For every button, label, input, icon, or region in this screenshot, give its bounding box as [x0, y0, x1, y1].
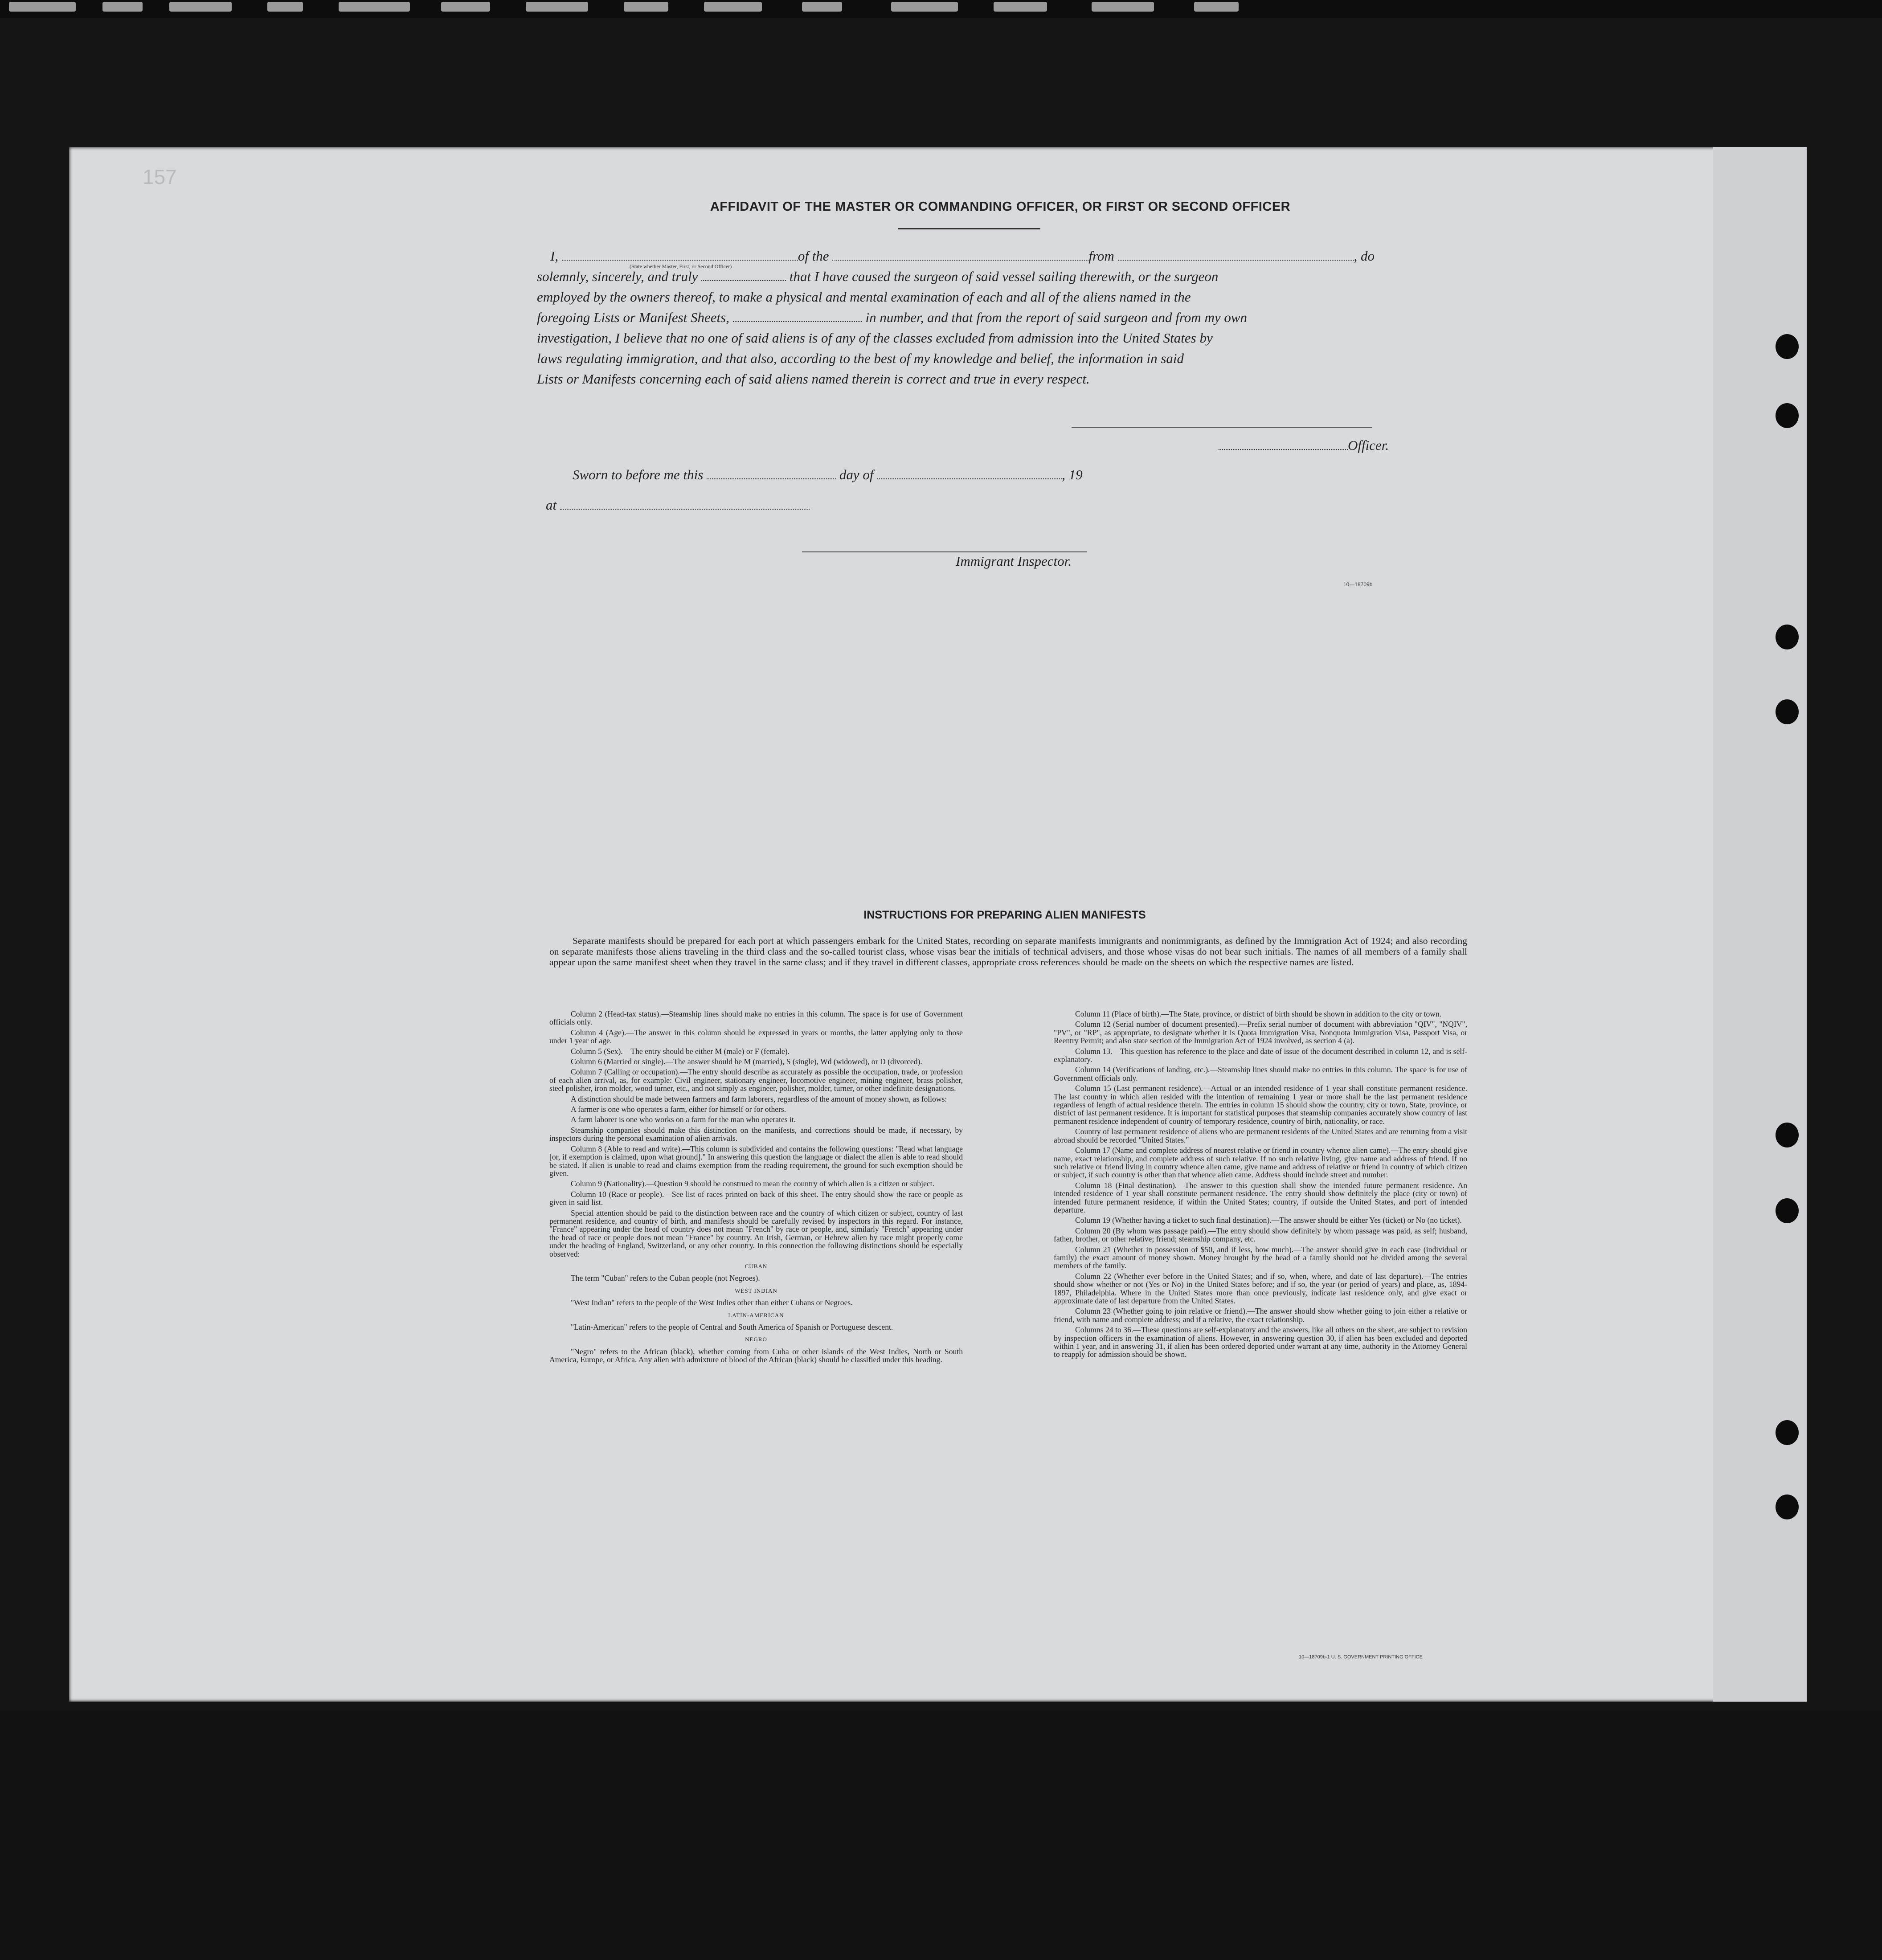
instruction-paragraph: Column 13.—This question has reference to the place and date of issue of the document described in column 12, and is self-explanatory. [1054, 1046, 1467, 1064]
affidavit-line-1: I, of the from , do [550, 248, 1375, 264]
instruction-paragraph: Column 14 (Verifications of landing, etc.).—Steamship lines should make no entries in this column. The space is for use of Government officials only. [1054, 1065, 1467, 1082]
instruction-paragraph: Column 23 (Whether going to join relative or friend).—The answer should show whether going to join either a relative or friend, with name and complete address; and if a relative, the exact relationship. [1054, 1307, 1467, 1324]
instruction-paragraph: Column 21 (Whether in possession of $50, and if less, how much).—The answer should give in each case (individual or family) the exact amount of money shown. Money brought by the head of a family should not be divided among the several members of the family. [1054, 1245, 1467, 1270]
instruction-paragraph: Columns 24 to 36.—These questions are self-explanatory and the answers, like all others on the sheet, are subject to revision by inspection officers in the examination of aliens. However, in answering question 30, if alien has been excluded and deported within 1 year, and in answering 31, if alien has been ordered deported under warrant at any time, authority in the Attorney General to reapply for admission should be shown. [1054, 1325, 1467, 1359]
sworn-statement: Sworn to before me this day of , 19 [573, 467, 1083, 482]
instruction-paragraph: Column 8 (Able to read and write).—This column is subdivided and contains the following questions: "Read what language [or, if exemption is claimed, upon what ground]." In answering this question the language or dialect the alien is able to read should be stated. If alien is unable to read and claims exemption from the reading requirement, the ground for such exemption should be given. [549, 1144, 963, 1178]
instruction-paragraph: Column 2 (Head-tax status).—Steamship lines should make no entries in this column. The space is for use of Government officials only. [549, 1009, 963, 1027]
officer-rank-blank [562, 250, 798, 261]
sworn-place: at [546, 497, 810, 513]
month-blank [877, 469, 1062, 479]
instructions-right-column [1054, 1010, 1467, 1361]
affidavit-line-2: solemnly, sincerely, and truly that I have caused the surgeon of said vessel sailing therewith, or the surgeon [537, 269, 1219, 284]
instruction-paragraph: Column 7 (Calling or occupation).—The entry should describe as accurately as possible the occupation, trade, or profession of each alien arrival, as, for example: Civil engineer, stationary engineer, locomotive engineer, mining engineer, brass polisher, steel polisher, iron molder, wood turner, etc., and not simply as engineer, polisher, molder, turner, or other indefinite designations. [549, 1067, 963, 1093]
instruction-paragraph: Column 11 (Place of birth).—The State, province, or district of birth should be shown in addition to the city or town. [1075, 1009, 1442, 1018]
instruction-paragraph: Column 17 (Name and complete address of nearest relative or friend in country whence alien came).—The entry should give name, exact relationship, and complete address of such relative. If no such relative living, give name and address of friend. If no such relative or friend living in country whence alien came, give name and address of relative or friend in country of which citizen or subject, if such country is other than that whence alien came. Address should include street and number. [1054, 1146, 1467, 1180]
west-indian-heading: WEST INDIAN [735, 1287, 777, 1294]
instruction-paragraph: Column 19 (Whether having a ticket to such final destination).—The answer should be either Yes (ticket) or No (no ticket). [1075, 1216, 1462, 1225]
affidavit-line-5: investigation, I believe that no one of said aliens is of any of the classes excluded from admission into the United States by [537, 330, 1213, 346]
punch-hole [1776, 699, 1799, 724]
punch-hole [1776, 403, 1799, 428]
signature-line [1072, 427, 1372, 428]
instruction-paragraph: A farm laborer is one who works on a farm for the man who operates it. [571, 1115, 796, 1124]
instruction-paragraph: Special attention should be paid to the distinction between race and the country of which citizen or subject, country of last permanent residence, and country of birth, and manifests should be carefully revised by inspectors in this regard. For instance, "France" appearing under the head of country does not mean "French" by race or people, and, similarly "French" appearing under the head of race or people does not mean "France" by country. An Irish, German, or Hebrew alien by race might properly come under the heading of England, Switzerland, or any other country. In this connection the following distinctions should be especially observed: [549, 1208, 963, 1258]
instruction-paragraph: Column 4 (Age).—The answer in this column should be expressed in years or months, the latter applying only to those under 1 year of age. [549, 1028, 963, 1045]
instructions-title: INSTRUCTIONS FOR PREPARING ALIEN MANIFESTS [863, 909, 1146, 921]
latin-american-definition: "Latin-American" refers to the people of Central and South America of Spanish or Portuguese descent. [571, 1323, 893, 1331]
negro-definition: "Negro" refers to the African (black), whether coming from Cuba or other islands of the West Indies, North or South America, Europe, or Africa. Any alien with admixture of blood of the African (black) should be classified under this heading. [549, 1347, 963, 1364]
affidavit-line-7: Lists or Manifests concerning each of said aliens named therein is correct and true in every respect. [537, 371, 1090, 387]
west-indian-definition: "West Indian" refers to the people of the West Indies other than either Cubans or Negroes. [571, 1298, 853, 1307]
surgeon-blank [701, 270, 786, 281]
rank-caption: (State whether Master, First, or Second Officer) [630, 263, 732, 270]
punch-hole [1776, 334, 1799, 359]
instruction-paragraph: A distinction should be made between farmers and farm laborers, regardless of the amount of money shown, as follows: [571, 1094, 947, 1103]
negro-heading: NEGRO [745, 1336, 767, 1343]
instruction-paragraph: Column 9 (Nationality).—Question 9 should be construed to mean the country of which alien is a citizen or subject. [571, 1179, 934, 1188]
instructions-intro: Separate manifests should be prepared for each port at which passengers embark for the United States, recording on separate manifests immigrants and nonimmigrants, as defined by the Immigration Act of 1924; and also recording on separate manifests those aliens traveling in the third class and the so-called tourist class, whose visas bear the initials of technical advisers, and those whose visas do not bear such initials. The names of all members of a family shall appear upon the same manifest sheet when they travel in the same class; and if they travel in different classes, appropriate cross references should be made on the sheets on which the respective names are listed. [549, 935, 1467, 968]
instruction-paragraph: Country of last permanent residence of aliens who are permanent residents of the United States and are returning from a visit abroad should be recorded "United States." [1054, 1127, 1467, 1144]
officer-blank [1219, 439, 1348, 450]
instruction-paragraph: Column 10 (Race or people).—See list of races printed on back of this sheet. The entry should show the race or people as given in said list. [549, 1189, 963, 1207]
cuban-heading: CUBAN [745, 1262, 768, 1270]
instruction-paragraph: Column 15 (Last permanent residence).—Actual or an intended residence of 1 year shall constitute permanent residence. The last country in which alien resided with the intention of remaining 1 year or more shall be the last permanent residence regardless of length of actual residence therein. The entries in column 15 should show the country, city or town, State, province, or district of last permanent residence. It is important for statistical purposes that steamship companies accurately show country of last permanent residence independent of country of temporary residence, country of birth, nationality, or race. [1054, 1084, 1467, 1126]
instruction-paragraph: Column 12 (Serial number of document presented).—Prefix serial number of document with abbreviation "QIV", "NQIV", "PV", or "RP", as appropriate, to designate whether it is Quota Immigration Visa, Nonquota Immigration Visa, Passport Visa, or Reentry Permit; and also state section of the Immigration Act of 1924 involved, as section 4 (a). [1054, 1020, 1467, 1045]
film-strip-top [0, 0, 1882, 18]
punch-hole [1776, 1494, 1799, 1519]
punch-hole [1776, 1420, 1799, 1445]
day-blank [707, 469, 836, 479]
page-number: 157 [143, 165, 177, 188]
sheets-number-blank [733, 311, 862, 322]
punch-hole [1776, 1198, 1799, 1223]
port-blank [1118, 250, 1354, 261]
affidavit-title: AFFIDAVIT OF THE MASTER OR COMMANDING OFFICER, OR FIRST OR SECOND OFFICER [710, 200, 1291, 214]
punch-hole [1776, 625, 1799, 649]
instruction-paragraph: Column 22 (Whether ever before in the United States; and if so, when, where, and date of last departure).—The entries should show whether or not (Yes or No) in the United States before; and if so, the year (or period of years) and place, as, 1894-1897, Philadelphia. Where in the United States more than once previously, indicate last residence only, and give exact or approximate date of last departure from the United States. [1054, 1271, 1467, 1305]
page-edge-shade [1713, 147, 1807, 1702]
title-rule [898, 228, 1040, 229]
instruction-paragraph: Column 5 (Sex).—The entry should be either M (male) or F (female). [571, 1046, 790, 1056]
printing-office-line: 10—18709b-1 U. S. GOVERNMENT PRINTING OFFICE [1299, 1654, 1423, 1660]
inspector-label: Immigrant Inspector. [956, 553, 1072, 569]
cuban-definition: The term "Cuban" refers to the Cuban people (not Negroes). [571, 1274, 760, 1283]
instruction-paragraph: Column 20 (By whom was passage paid).—The entry should show definitely by whom passage was paid, as self; husband, father, brother, or other relative; friend; steamship company, etc. [1054, 1226, 1467, 1244]
form-number: 10—18709b [1343, 581, 1373, 588]
manifest-back-page [69, 147, 1807, 1702]
instruction-paragraph: A farmer is one who operates a farm, either for himself or for others. [571, 1105, 786, 1114]
punch-hole [1776, 1123, 1799, 1147]
instructions-left-column [549, 1010, 963, 1366]
officer-signature: Officer. [1219, 437, 1424, 453]
affidavit-line-3: employed by the owners thereof, to make a physical and mental examination of each and all of the aliens named in the [537, 289, 1191, 305]
inspector-signature-line [802, 551, 1087, 552]
instruction-paragraph: Column 18 (Final destination).—The answer to this question shall show the intended future permanent residence. An intended residence of 1 year shall constitute permanent residence. The entry should show definitely the place (city or town) of intended future permanent residence, if within the United States; country, if outside the United States, and port of intended departure. [1054, 1180, 1467, 1214]
film-margin-bottom [0, 1711, 1882, 1960]
instruction-paragraph: Steamship companies should make this distinction on the manifests, and corrections should be made, if necessary, by inspectors during the personal examination of alien arrivals. [549, 1125, 963, 1143]
affidavit-line-6: laws regulating immigration, and that also, according to the best of my knowledge and belief, the information in said [537, 351, 1184, 366]
instruction-paragraph: Column 6 (Married or single).—The answer should be M (married), S (single), Wd (widowed), or D (divorced). [571, 1057, 922, 1066]
place-blank [560, 499, 810, 510]
vessel-blank [832, 250, 1088, 261]
latin-american-heading: LATIN-AMERICAN [728, 1311, 784, 1319]
affidavit-line-4: foregoing Lists or Manifest Sheets, in number, and that from the report of said surgeon and from my own [537, 310, 1248, 325]
